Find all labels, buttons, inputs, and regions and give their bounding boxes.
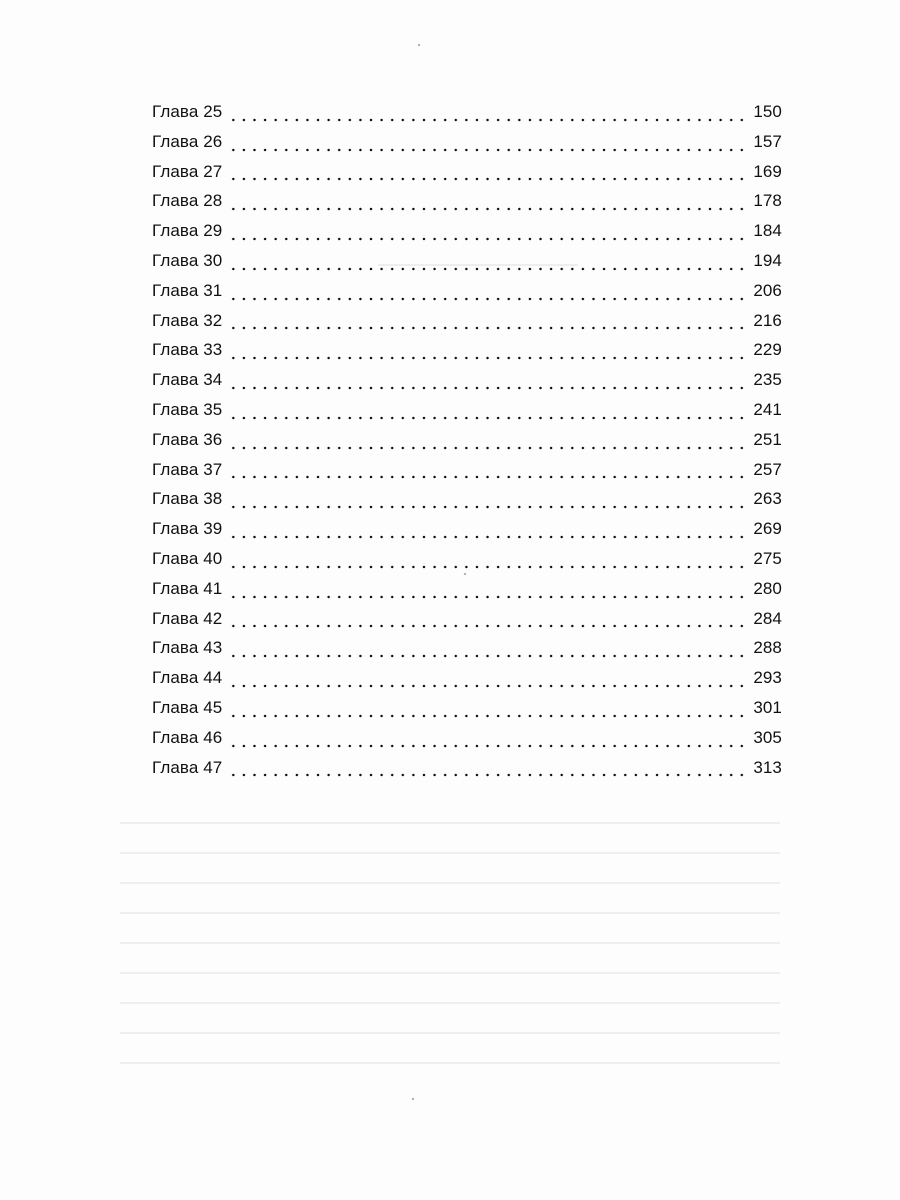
toc-entry-page-number: 288: [753, 638, 782, 658]
toc-dot-leader: [228, 207, 751, 211]
toc-entry-title: Глава 38: [152, 489, 223, 509]
toc-dot-leader: [228, 475, 751, 479]
toc-entry-title: Глава 44: [152, 668, 223, 688]
toc-entry-page-number: 184: [753, 221, 782, 241]
toc-dot-leader: [228, 624, 751, 628]
toc-entry-title: Глава 39: [152, 519, 223, 539]
toc-entry-title: Глава 45: [152, 697, 223, 717]
toc-dot-leader: [228, 773, 751, 777]
toc-entry: [152, 311, 782, 341]
scan-speck: [418, 44, 420, 46]
toc-dot-leader: [228, 326, 751, 330]
toc-entry: [152, 728, 782, 758]
toc-entry-page-number: 251: [753, 429, 782, 449]
toc-entry: [152, 460, 782, 490]
toc-dot-leader: [228, 237, 751, 241]
toc-entry-page-number: 313: [753, 757, 782, 777]
toc-entry: [152, 102, 782, 132]
toc-dot-leader: [228, 386, 751, 390]
toc-entry-page-number: 229: [753, 340, 782, 360]
toc-dot-leader: [228, 446, 751, 450]
toc-dot-leader: [228, 654, 751, 658]
toc-entry-title: Глава 26: [152, 131, 223, 151]
toc-entry-title: Глава 47: [152, 757, 223, 777]
toc-entry-title: Глава 34: [152, 370, 223, 390]
toc-entry-title: Глава 33: [152, 340, 223, 360]
toc-dot-leader: [228, 505, 751, 509]
toc-entry-title: Глава 42: [152, 608, 223, 628]
toc-entry: [152, 340, 782, 370]
toc-entry: [152, 579, 782, 609]
toc-entry: [152, 132, 782, 162]
toc-entry: [152, 370, 782, 400]
toc-entry-title: Глава 28: [152, 191, 223, 211]
toc-entry-page-number: 257: [753, 459, 782, 479]
toc-entry-page-number: 293: [753, 668, 782, 688]
toc-entry-title: Глава 35: [152, 399, 223, 419]
toc-entry: [152, 489, 782, 519]
table-of-contents: [152, 102, 782, 787]
bleed-through-lines: [120, 800, 780, 1090]
toc-entry-title: Глава 46: [152, 727, 223, 747]
toc-dot-leader: [228, 744, 751, 748]
toc-entry: [152, 758, 782, 788]
toc-entry-title: Глава 37: [152, 459, 223, 479]
toc-entry-title: Глава 41: [152, 578, 223, 598]
toc-entry: [152, 162, 782, 192]
toc-entry-title: Глава 40: [152, 548, 223, 568]
toc-dot-leader: [228, 714, 751, 718]
toc-entry: [152, 400, 782, 430]
toc-entry: [152, 549, 782, 579]
toc-entry-page-number: 275: [753, 548, 782, 568]
toc-entry: [152, 221, 782, 251]
toc-entry-title: Глава 31: [152, 280, 223, 300]
toc-dot-leader: [228, 565, 751, 569]
toc-entry-page-number: 150: [753, 102, 782, 121]
toc-entry-page-number: 269: [753, 519, 782, 539]
scan-speck: [412, 1098, 414, 1100]
toc-dot-leader: [228, 297, 751, 301]
toc-entry: [152, 519, 782, 549]
toc-dot-leader: [228, 267, 751, 271]
toc-entry-page-number: 157: [753, 131, 782, 151]
toc-entry-page-number: 301: [753, 697, 782, 717]
toc-entry-title: Глава 43: [152, 638, 223, 658]
toc-entry-page-number: 169: [753, 161, 782, 181]
toc-entry-page-number: 206: [753, 280, 782, 300]
toc-entry-page-number: 235: [753, 370, 782, 390]
toc-entry-page-number: 241: [753, 399, 782, 419]
toc-entry-page-number: 194: [753, 250, 782, 270]
toc-entry-page-number: 284: [753, 608, 782, 628]
toc-entry: [152, 191, 782, 221]
toc-entry: [152, 609, 782, 639]
toc-entry: [152, 638, 782, 668]
toc-dot-leader: [228, 118, 751, 122]
toc-entry-title: Глава 32: [152, 310, 223, 330]
toc-entry-title: Глава 25: [152, 102, 223, 121]
toc-entry-page-number: 280: [753, 578, 782, 598]
toc-entry: [152, 430, 782, 460]
toc-entry: [152, 698, 782, 728]
toc-entry-title: Глава 27: [152, 161, 223, 181]
toc-dot-leader: [228, 177, 751, 181]
toc-dot-leader: [228, 595, 751, 599]
toc-entry-page-number: 263: [753, 489, 782, 509]
toc-entry: [152, 668, 782, 698]
toc-dot-leader: [228, 356, 751, 360]
toc-entry-title: Глава 36: [152, 429, 223, 449]
toc-dot-leader: [228, 148, 751, 152]
toc-dot-leader: [228, 416, 751, 420]
toc-entry: [152, 251, 782, 281]
toc-entry-page-number: 305: [753, 727, 782, 747]
toc-dot-leader: [228, 684, 751, 688]
toc-entry-page-number: 178: [753, 191, 782, 211]
toc-entry-title: Глава 30: [152, 250, 223, 270]
toc-entry-page-number: 216: [753, 310, 782, 330]
toc-dot-leader: [228, 535, 751, 539]
toc-entry: [152, 281, 782, 311]
toc-entry-title: Глава 29: [152, 221, 223, 241]
